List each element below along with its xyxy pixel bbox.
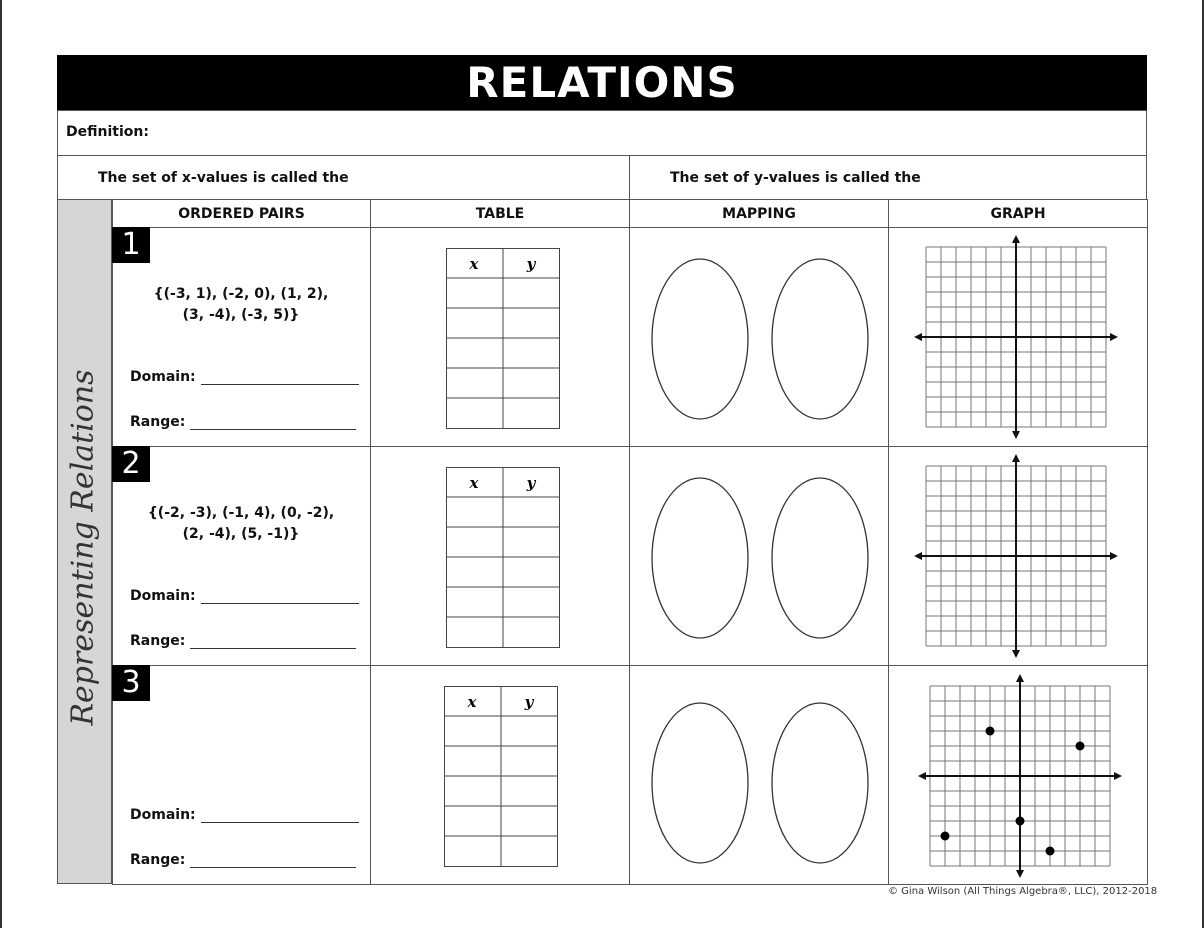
side-label: Representing Relations	[65, 369, 101, 726]
table-header-x: x	[467, 693, 477, 711]
column-header-2: MAPPING	[629, 199, 889, 228]
y-set-text: The set of y-values is called the	[670, 170, 921, 186]
domain-oval	[652, 478, 748, 638]
definition-label: Definition:	[66, 124, 149, 140]
mapping-diagram[interactable]	[629, 665, 888, 884]
x-set-text: The set of x-values is called the	[98, 170, 349, 186]
domain-oval	[652, 703, 748, 863]
domain-blank[interactable]	[201, 809, 359, 823]
y-set-row	[629, 155, 1147, 200]
range-blank[interactable]	[190, 854, 356, 868]
xy-table[interactable]	[446, 248, 561, 430]
side-panel	[57, 199, 112, 884]
range-field[interactable]	[130, 414, 356, 430]
problem-number: 3	[112, 665, 150, 701]
ordered-pairs	[112, 503, 370, 545]
range-oval	[772, 259, 868, 419]
definition-row	[57, 110, 1147, 156]
column-header-0: ORDERED PAIRS	[112, 199, 371, 228]
graph-point	[1016, 817, 1025, 826]
range-oval	[772, 478, 868, 638]
range-label: Range:	[130, 852, 186, 868]
range-field[interactable]	[130, 852, 356, 868]
domain-label: Domain:	[130, 588, 196, 604]
page-title: RELATIONS	[57, 55, 1147, 110]
domain-blank[interactable]	[201, 371, 359, 385]
domain-label: Domain:	[130, 807, 196, 823]
copyright: © Gina Wilson (All Things Algebra®, LLC), 2012-2018	[888, 886, 1158, 897]
domain-label: Domain:	[130, 369, 196, 385]
pairs-line-2: (3, -4), (-3, 5)}	[182, 307, 300, 323]
range-label: Range:	[130, 414, 186, 430]
window-edge-left	[0, 0, 2, 928]
range-blank[interactable]	[190, 635, 356, 649]
pairs-line-1: {(-2, -3), (-1, 4), (0, -2),	[147, 505, 335, 521]
pairs-line-2: (2, -4), (5, -1)}	[182, 526, 300, 542]
mapping-diagram[interactable]	[629, 227, 888, 446]
xy-table[interactable]	[446, 467, 561, 649]
column-header-1: TABLE	[370, 199, 630, 228]
domain-field[interactable]	[130, 588, 359, 604]
domain-field[interactable]	[130, 807, 359, 823]
graph-point	[986, 727, 995, 736]
domain-oval	[652, 259, 748, 419]
domain-blank[interactable]	[201, 590, 359, 604]
problem-number: 2	[112, 446, 150, 482]
coordinate-graph[interactable]	[911, 454, 1121, 659]
range-label: Range:	[130, 633, 186, 649]
table-header-y: y	[524, 693, 534, 711]
table-header-y: y	[526, 255, 536, 273]
table-header-x: x	[469, 255, 479, 273]
graph-point	[1046, 847, 1055, 856]
column-header-3: GRAPH	[888, 199, 1148, 228]
range-blank[interactable]	[190, 416, 356, 430]
coordinate-graph[interactable]	[911, 235, 1121, 440]
range-oval	[772, 703, 868, 863]
range-field[interactable]	[130, 633, 356, 649]
coordinate-graph[interactable]	[915, 674, 1125, 879]
table-header-y: y	[526, 474, 536, 492]
mapping-diagram[interactable]	[629, 446, 888, 665]
problem-number: 1	[112, 227, 150, 263]
pairs-line-1: {(-3, 1), (-2, 0), (1, 2),	[153, 286, 329, 302]
graph-point	[1076, 742, 1085, 751]
xy-table[interactable]	[444, 686, 559, 868]
graph-point	[941, 832, 950, 841]
domain-field[interactable]	[130, 369, 359, 385]
x-set-row	[57, 155, 630, 200]
ordered-pairs	[112, 284, 370, 326]
table-header-x: x	[469, 474, 479, 492]
